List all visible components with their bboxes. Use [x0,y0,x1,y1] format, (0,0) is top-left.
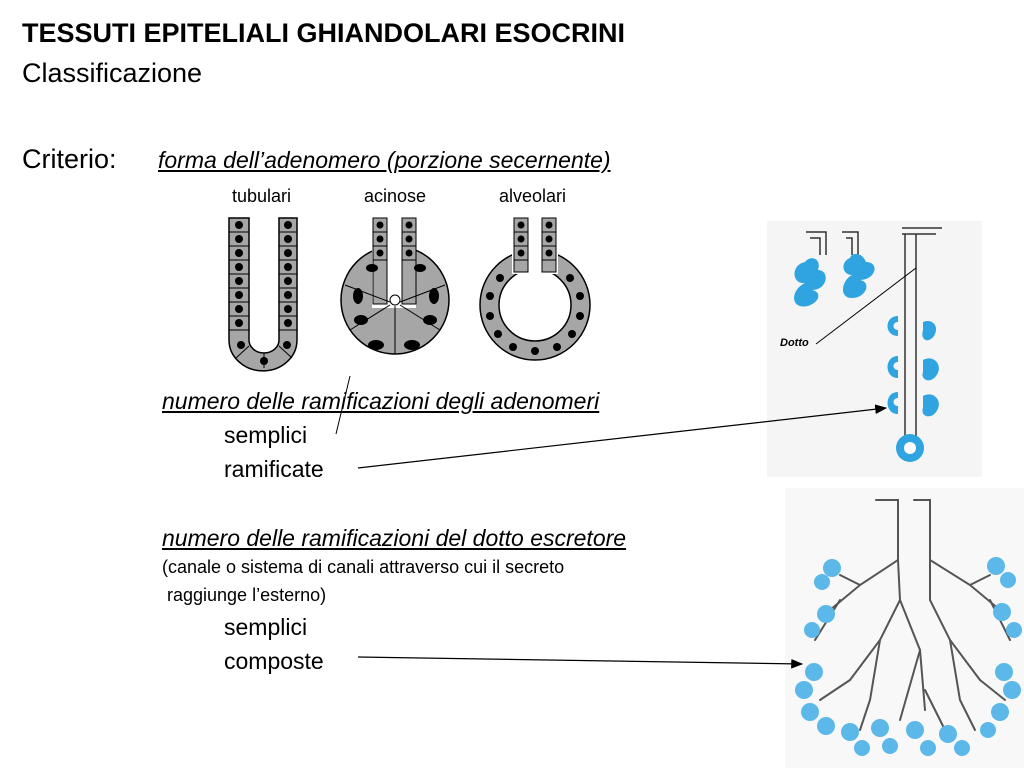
heading-adenomeri-branching: numero delle ramificazioni degli adenomeri [162,388,600,414]
page-title: TESSUTI EPITELIALI GHIANDOLARI ESOCRINI [22,18,626,48]
duct-label: Dotto [780,337,809,349]
heading-dotto-branching: numero delle ramificazioni del dotto escretore [162,525,627,551]
item-dotto-composte: composte [224,648,324,674]
criterion-label: Criterio: [22,144,117,174]
compound-gland-figure [785,488,1024,768]
pointer-line-semplici [336,376,350,434]
branched-glands-figure [767,221,982,477]
note-dotto-line2: raggiunge l’esterno) [162,585,327,605]
type-label-tubulari: tubulari [232,186,292,206]
item-adenomeri-semplici: semplici [224,422,308,448]
alveolar-gland-diagram [480,218,590,360]
item-dotto-semplici: semplici [224,614,308,640]
item-adenomeri-ramificate: ramificate [224,456,324,482]
note-dotto-line1: (canale o sistema di canali attraverso cui il secreto [162,557,565,577]
type-label-acinose: acinose [364,186,427,206]
type-label-alveolari: alveolari [499,186,567,206]
criterion-value: forma dell’adenomero (porzione secernente) [158,147,611,173]
acinous-gland-diagram [341,218,449,354]
page-subtitle: Classificazione [22,58,203,88]
tubular-gland-diagram [229,218,297,371]
arrow-composte [358,657,802,664]
